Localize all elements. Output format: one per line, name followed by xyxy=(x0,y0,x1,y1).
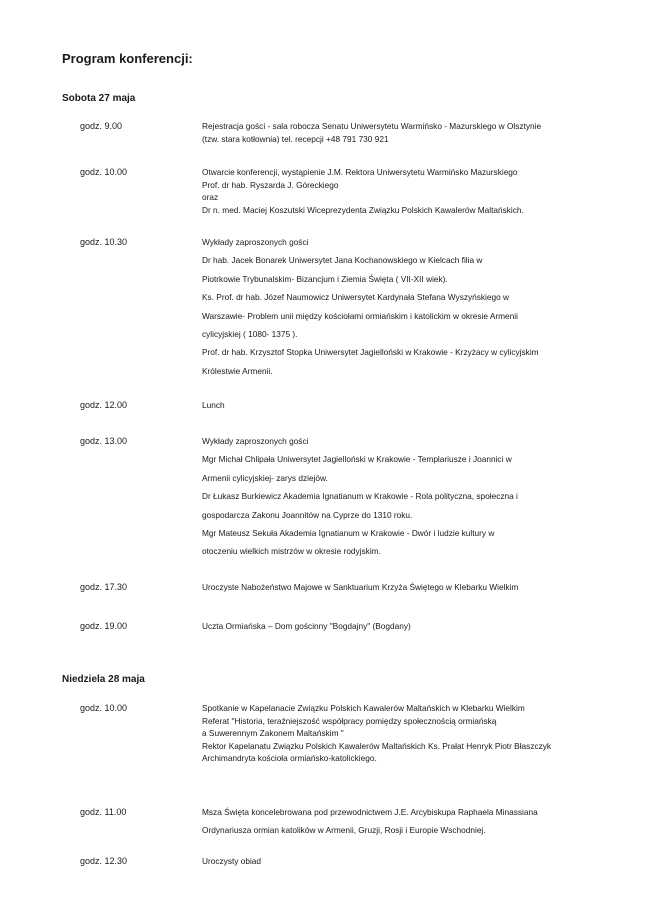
description-line: cylicyjskiej ( 1080- 1375 ). xyxy=(202,329,298,340)
schedule-description xyxy=(202,432,632,561)
description-line: gospodarcza Zakonu Joannitów na Cyprze do 1310 roku. xyxy=(202,509,413,520)
description-line: Królestwie Armenii. xyxy=(202,365,273,376)
description-line: Dr hab. Jacek Bonarek Uniwersytet Jana Kochanowskiego w Kielcach filia w xyxy=(202,255,483,266)
description-line: Ordynariusza ormian katolików w Armenii, Gruzji, Rosji i Europie Wschodniej. xyxy=(202,825,486,836)
schedule-description xyxy=(202,803,632,840)
description-line: Otwarcie konferencji, wystąpienie J.M. Rektora Uniwersytetu Warmińsko Mazurskiego xyxy=(202,167,518,177)
description-line: Rektor Kapelanatu Związku Polskich Kawalerów Maltańskich Ks. Prałat Henryk Piotr Błaszczyk xyxy=(202,740,552,751)
schedule-time: godz. 12.30 xyxy=(80,856,128,866)
description-line: Prof. dr hab. Ryszarda J. Góreckiego xyxy=(202,179,339,190)
description-line: Armenii cylicyjskiej- zarys dziejów. xyxy=(202,472,328,483)
schedule-time: godz. 9.00 xyxy=(80,121,123,131)
description-line: Uczta Ormiańska – Dom gościnny "Bogdajny" (Bogdany) xyxy=(202,621,411,631)
description-line: Warszawie- Problem unii między kościołami ormiańskim i katolickim w okresie Armenii xyxy=(202,310,518,321)
schedule-time: godz. 11.00 xyxy=(80,807,127,817)
description-line: Rejestracja gości - sala robocza Senatu Uniwersytetu Warmińsko - Mazurskiego w Olsztynie xyxy=(202,121,542,131)
description-line: Piotrkowie Trybunalskim- Bizancjum i Ziemia Święta ( VII-XII wiek). xyxy=(202,273,448,284)
day-heading: Niedziela 28 maja xyxy=(62,674,145,685)
description-line: Mgr Michał Chlipała Uniwersytet Jagielloński w Krakowie - Templariusze i Joannici w xyxy=(202,454,512,465)
schedule-time: godz. 17.30 xyxy=(80,582,128,592)
description-line: Referat "Historia, teraźniejszość współpracy pomiędzy społecznością ormiańską xyxy=(202,715,497,726)
schedule-time: godz. 13.00 xyxy=(80,436,128,446)
description-line: a Suwerennym Zakonem Maltańskim " xyxy=(202,728,344,739)
schedule-description xyxy=(202,166,632,216)
day-heading: Sobota 27 maja xyxy=(62,93,136,104)
description-line: otoczeniu wielkich mistrzów w okresie rodyjskim. xyxy=(202,546,381,557)
description-line: Dr Łukasz Burkiewicz Akademia Ignatianum w Krakowie - Rola polityczna, społeczna i xyxy=(202,491,518,502)
schedule-time: godz. 19.00 xyxy=(80,621,128,631)
description-line: Ks. Prof. dr hab. Józef Naumowicz Uniwersytet Kardynała Stefana Wyszyńskiego w xyxy=(202,292,510,303)
description-line: Wykłady zaproszonych gości xyxy=(202,237,309,247)
description-line: Msza Święta koncelebrowana pod przewodnictwem J.E. Arcybiskupa Raphaela Minassiana xyxy=(202,807,538,817)
schedule-description xyxy=(202,855,632,868)
schedule-time: godz. 12.00 xyxy=(80,400,128,410)
schedule-time: godz. 10.00 xyxy=(80,167,128,177)
description-line: Wykłady zaproszonych gości xyxy=(202,436,309,446)
description-line: Prof. dr hab. Krzysztof Stopka Uniwersytet Jagielloński w Krakowie - Krzyżacy w cylicyjskim xyxy=(202,347,539,358)
description-line: oraz xyxy=(202,192,219,203)
description-line: Lunch xyxy=(202,400,225,410)
description-line: Spotkanie w Kapelanacie Związku Polskich Kawalerów Maltańskich w Klebarku Wielkim xyxy=(202,703,525,713)
description-line: Dr n. med. Maciej Koszutski Wiceprezydenta Związku Polskich Kawalerów Maltańskich. xyxy=(202,204,524,215)
schedule-description xyxy=(202,581,632,594)
description-line: (tzw. stara kotłownia) tel. recepcji +48 791 730 921 xyxy=(202,133,389,144)
schedule-time: godz. 10.00 xyxy=(80,703,128,713)
description-line: Archimandryta kościoła ormiańsko-katolickiego. xyxy=(202,753,377,764)
schedule-time: godz. 10.30 xyxy=(80,237,128,247)
schedule-description xyxy=(202,399,632,412)
schedule-description xyxy=(202,620,632,633)
description-line: Mgr Mateusz Sekuła Akademia Ignatianum w Krakowie - Dwór i ludzie kultury w xyxy=(202,528,495,539)
description-line: Uroczysty obiad xyxy=(202,856,262,866)
schedule-description xyxy=(202,120,632,145)
schedule-description xyxy=(202,233,632,380)
page-title: Program konferencji: xyxy=(62,51,193,66)
description-line: Uroczyste Nabożeństwo Majowe w Sanktuarium Krzyża Świętego w Klebarku Wielkim xyxy=(202,582,519,592)
schedule-description xyxy=(202,702,632,765)
